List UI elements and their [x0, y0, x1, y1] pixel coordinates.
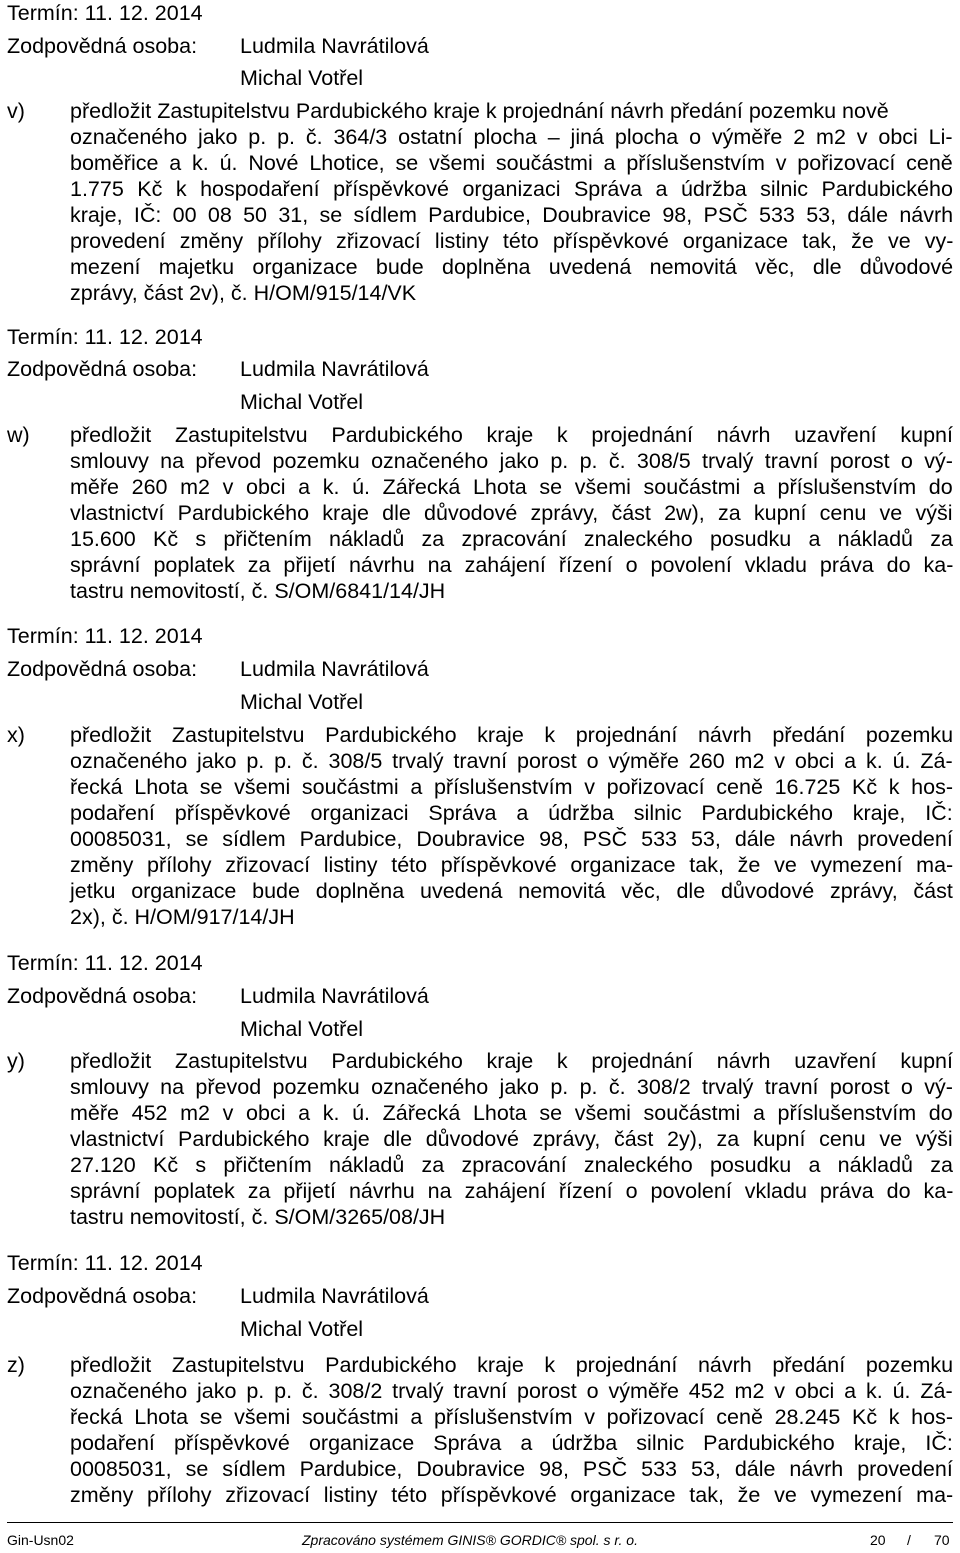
responsible-person: Ludmila Navrátilová [240, 357, 429, 381]
item-text-line: řecká Lhota se všemi součástmi a příslušenstvím v pořizovací ceně 28.245 Kč k hos- [70, 1405, 954, 1429]
responsible-label: Zodpovědná osoba: [7, 984, 198, 1008]
item-text-line: předložit Zastupitelstvu Pardubického kraje k projednání návrh předání pozemku nově [70, 99, 889, 123]
item-text-line: řecká Lhota se všemi součástmi a příslušenstvím v pořizovací ceně 16.725 Kč k hos- [70, 775, 954, 799]
item-text-line: správní poplatek za přijetí návrhu na zahájení řízení o povolení vkladu práva do ka- [70, 553, 954, 577]
responsible-person: Michal Votřel [240, 66, 364, 90]
footer-doc-id: Gin-Usn02 [7, 1532, 74, 1548]
responsible-person: Michal Votřel [240, 690, 364, 714]
item-text-line: předložit Zastupitelstvu Pardubického kraje k projednání návrh uzavření kupní [70, 1049, 953, 1073]
deadline: Termín: 11. 12. 2014 [7, 1, 203, 25]
item-text-line: smlouvy na převod pozemku označeného jako p. p. č. 308/5 trvalý travní porost o vý- [70, 449, 953, 473]
item-text-line: zprávy, část 2v), č. H/OM/915/14/VK [70, 281, 417, 305]
item-text-line: označeného jako p. p. č. 308/2 trvalý travní porost o výměře 452 m2 v obci a k. ú. Zá- [70, 1379, 953, 1403]
item-text-line: vlastnictví Pardubického kraje dle důvodové zprávy, část 2w), za kupní cenu ve výši [70, 501, 953, 525]
item-text-line: mezení majetku organizace bude doplněna uvedená nemovitá věc, dle důvodové [70, 255, 954, 279]
item-text-line: 00085031, se sídlem Pardubice, Doubravice 98, PSČ 533 53, dále návrh provedení [70, 827, 953, 851]
responsible-person: Michal Votřel [240, 1017, 364, 1041]
footer-page-current: 20 [870, 1532, 886, 1548]
footer-page-total: 70 [934, 1532, 950, 1548]
item-text-line: 1.775 Kč k hospodaření příspěvkové organizaci Správa a údržba silnic Pardubického [70, 177, 953, 201]
item-text-line: boměřice a k. ú. Nové Lhotice, se všemi součástmi a příslušenstvím v pořizovací ceně [70, 151, 953, 175]
deadline: Termín: 11. 12. 2014 [7, 624, 203, 648]
deadline: Termín: 11. 12. 2014 [7, 325, 203, 349]
footer-system-note: Zpracováno systémem GINIS® GORDIC® spol. s r. o. [302, 1532, 638, 1548]
item-text-line: správní poplatek za přijetí návrhu na zahájení řízení o povolení vkladu práva do ka- [70, 1179, 954, 1203]
item-text-line: předložit Zastupitelstvu Pardubického kraje k projednání návrh předání pozemku [70, 723, 954, 747]
item-text-line: smlouvy na převod pozemku označeného jako p. p. č. 308/2 trvalý travní porost o vý- [70, 1075, 953, 1099]
item-text-line: podaření příspěvkové organizace Správa a údržba silnic Pardubického kraje, IČ: [70, 1431, 953, 1455]
item-letter: v) [7, 99, 25, 123]
responsible-label: Zodpovědná osoba: [7, 1284, 198, 1308]
item-letter: x) [7, 723, 25, 747]
responsible-label: Zodpovědná osoba: [7, 34, 198, 58]
item-text-line: tastru nemovitostí, č. S/OM/3265/08/JH [70, 1205, 446, 1229]
item-text-line: vlastnictví Pardubického kraje dle důvodové zprávy, část 2y), za kupní cenu ve výši [70, 1127, 953, 1151]
item-text-line: 2x), č. H/OM/917/14/JH [70, 905, 295, 929]
item-letter: y) [7, 1049, 25, 1073]
item-text-line: změny přílohy zřizovací listiny této příspěvkové organizace tak, že ve vymezení ma- [70, 853, 954, 877]
deadline: Termín: 11. 12. 2014 [7, 1251, 203, 1275]
item-text-line: předložit Zastupitelstvu Pardubického kraje k projednání návrh uzavření kupní [70, 423, 953, 447]
item-text-line: označeného jako p. p. č. 308/5 trvalý travní porost o výměře 260 m2 v obci a k. ú. Zá- [70, 749, 953, 773]
responsible-person: Ludmila Navrátilová [240, 34, 429, 58]
responsible-label: Zodpovědná osoba: [7, 357, 198, 381]
responsible-person: Ludmila Navrátilová [240, 984, 429, 1008]
item-text-line: označeného jako p. p. č. 364/3 ostatní plocha – jiná plocha o výměře 2 m2 v obci Li- [70, 125, 953, 149]
item-text-line: měře 260 m2 v obci a k. ú. Zářecká Lhota se všemi součástmi a příslušenstvím do [70, 475, 953, 499]
deadline: Termín: 11. 12. 2014 [7, 951, 203, 975]
responsible-person: Ludmila Navrátilová [240, 657, 429, 681]
footer-divider [7, 1522, 953, 1523]
item-text-line: měře 452 m2 v obci a k. ú. Zářecká Lhota se všemi součástmi a příslušenstvím do [70, 1101, 953, 1125]
item-text-line: podaření příspěvkové organizaci Správa a údržba silnic Pardubického kraje, IČ: [70, 801, 953, 825]
item-letter: z) [7, 1353, 25, 1377]
item-text-line: změny přílohy zřizovací listiny této příspěvkové organizace tak, že ve vymezení ma- [70, 1483, 954, 1507]
item-letter: w) [7, 423, 30, 447]
item-text-line: tastru nemovitostí, č. S/OM/6841/14/JH [70, 579, 446, 603]
item-text-line: 15.600 Kč s přičtením nákladů za zpracování znaleckého posudku a nákladů za [70, 527, 953, 551]
item-text-line: jetku organizace bude doplněna uvedená nemovitá věc, dle důvodové zprávy, část [70, 879, 953, 903]
responsible-person: Michal Votřel [240, 390, 364, 414]
item-text-line: 00085031, se sídlem Pardubice, Doubravice 98, PSČ 533 53, dále návrh provedení [70, 1457, 953, 1481]
responsible-label: Zodpovědná osoba: [7, 657, 198, 681]
item-text-line: 27.120 Kč s přičtením nákladů za zpracování znaleckého posudku a nákladů za [70, 1153, 953, 1177]
item-text-line: kraje, IČ: 00 08 50 31, se sídlem Pardubice, Doubravice 98, PSČ 533 53, dále návrh [70, 203, 954, 227]
responsible-person: Michal Votřel [240, 1317, 364, 1341]
responsible-person: Ludmila Navrátilová [240, 1284, 429, 1308]
item-text-line: předložit Zastupitelstvu Pardubického kraje k projednání návrh předání pozemku [70, 1353, 954, 1377]
item-text-line: provedení změny přílohy zřizovací listiny této příspěvkové organizace tak, že ve vy- [70, 229, 954, 253]
footer-page-separator: / [907, 1532, 911, 1548]
